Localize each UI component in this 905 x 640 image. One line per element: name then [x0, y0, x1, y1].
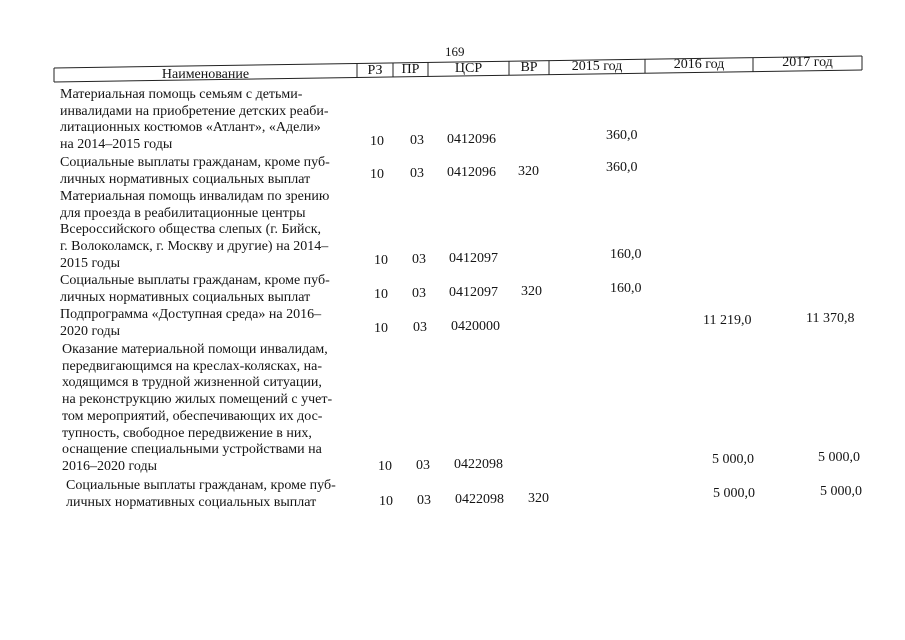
row-2-csr: 0412096: [447, 165, 496, 180]
row-1-name: Материальная помощь семьям с детьми- инвалидами на приобретение детских реаби- литационных костюмов «Атлант», «Адели» на 2014–2015 годы: [60, 87, 329, 153]
row-5-name: Подпрограмма «Доступная среда» на 2016– 2020 годы: [60, 307, 322, 339]
row-2-2015: 360,0: [606, 160, 638, 175]
row-7-name: Социальные выплаты гражданам, кроме пуб- личных нормативных социальных выплат: [66, 478, 336, 510]
row-1-2015: 360,0: [606, 128, 638, 143]
row-6-2016: 5 000,0: [712, 452, 754, 467]
row-2-vr: 320: [518, 164, 539, 179]
row-1-pr: 03: [410, 133, 424, 148]
row-6-pr: 03: [416, 458, 430, 473]
row-5-csr: 0420000: [451, 319, 500, 334]
row-4-2015: 160,0: [610, 281, 642, 296]
row-1-csr: 0412096: [447, 132, 496, 147]
row-5-rz: 10: [374, 321, 388, 336]
header-2015: 2015 год: [571, 59, 623, 74]
header-name: Наименование: [161, 67, 250, 82]
row-3-rz: 10: [374, 253, 388, 268]
row-4-vr: 320: [521, 284, 542, 299]
row-7-2016: 5 000,0: [713, 486, 755, 501]
row-3-csr: 0412097: [449, 251, 498, 266]
header-rz: РЗ: [367, 63, 383, 78]
row-4-rz: 10: [374, 287, 388, 302]
row-7-rz: 10: [379, 494, 393, 509]
page-number: 169: [445, 44, 465, 59]
row-6-csr: 0422098: [454, 457, 503, 472]
header-2017: 2017 год: [782, 55, 833, 70]
row-3-2015: 160,0: [610, 247, 642, 262]
row-6-name: Оказание материальной помощи инвалидам, передвигающимся на креслах-колясках, на- ходящимся в трудной жизненной ситуации, на реконструкцию жилых помещений с учет- том мероприятий, обеспечивающих их дос- тупность, свободное передвижение в них, оснащение специальными устройствами на 2016–2020 годы: [62, 342, 333, 474]
row-7-vr: 320: [528, 491, 549, 506]
row-5-pr: 03: [413, 320, 427, 335]
header-csr: ЦСР: [454, 61, 483, 76]
row-5-2017: 11 370,8: [806, 311, 855, 326]
row-6-2017: 5 000,0: [818, 450, 860, 465]
row-7-2017: 5 000,0: [820, 484, 862, 499]
row-2-name: Социальные выплаты гражданам, кроме пуб- личных нормативных социальных выплат: [60, 155, 330, 187]
header-vr: ВР: [520, 60, 538, 75]
row-7-csr: 0422098: [455, 492, 504, 507]
row-3-pr: 03: [412, 252, 426, 267]
row-3-name: Материальная помощь инвалидам по зрению для проезда в реабилитационные центры Всероссийского общества слепых (г. Бийск, г. Волоколамск, г. Москву и другие) на 2014– 2015 годы: [60, 189, 330, 271]
header-pr: ПР: [401, 62, 420, 77]
row-6-rz: 10: [378, 459, 392, 474]
row-1-rz: 10: [370, 134, 384, 149]
row-4-name: Социальные выплаты гражданам, кроме пуб- личных нормативных социальных выплат: [60, 273, 330, 305]
row-5-2016: 11 219,0: [703, 313, 752, 328]
row-2-pr: 03: [410, 166, 424, 181]
row-2-rz: 10: [370, 167, 384, 182]
row-4-csr: 0412097: [449, 285, 498, 300]
row-4-pr: 03: [412, 286, 426, 301]
header-2016: 2016 год: [673, 57, 725, 72]
row-7-pr: 03: [417, 493, 431, 508]
